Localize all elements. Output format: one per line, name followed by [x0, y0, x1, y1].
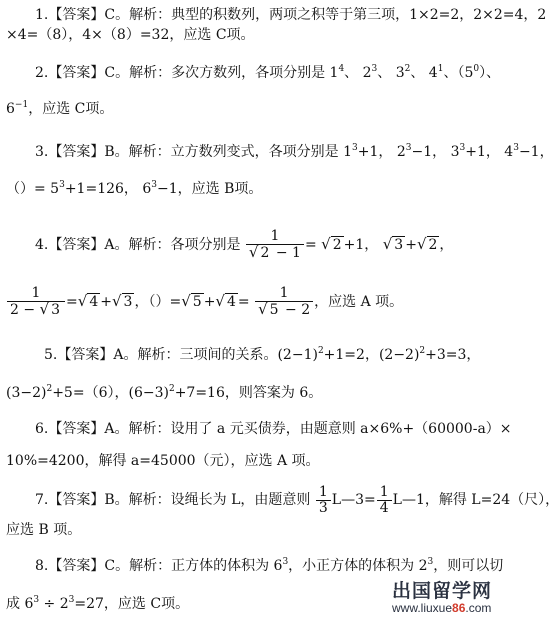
sqrt-icon: √ 3	[382, 235, 404, 253]
q1-line2: ×4=（8），4×（8）=32，应选 C项。	[6, 27, 255, 43]
q2-line1: 2.【答案】C。解析：多次方数列，各项分别是 $1^4$、 $2^3$、 $3^2$、 $4^1$、$(5^0)$、	[35, 64, 501, 81]
q8-line2: 成 $6^3 \div 2^3=27$，应选 C项。	[6, 595, 190, 612]
q7-line2: 应选 B 项。	[6, 522, 82, 538]
q4-fraction-2: $\frac{1}{2 - √ 3}$	[7, 286, 65, 318]
q1-line1: 1.【答案】C。解析：典型的积数列，两项之积等于第三项，1×2=2，2×2=4，2	[35, 7, 547, 23]
q5-line2: $(3-2)^2+5=(6)$，$(6-3)^2+7=16$，则答案为 6。	[6, 384, 323, 401]
q7-fraction-2: $\frac{1}{4}$	[377, 485, 392, 516]
sqrt-icon: √ 5	[181, 292, 202, 310]
q6-line1: 6.【答案】A。解析：设用了 a 元买债券，由题意则 a×6%+（60000-a）×	[35, 421, 512, 437]
sqrt-icon: √ 2	[416, 235, 438, 253]
sqrt-icon: √ 2	[248, 243, 270, 261]
sqrt-icon: √ 3	[39, 300, 61, 318]
sqrt-icon: √ 4	[77, 292, 99, 310]
sqrt-icon: √ 3	[111, 292, 133, 310]
q4-line1: 4.【答案】A。解析：各项分别是 $\frac{1}{√ 2 - 1}$ = √ 2 +1， √ 3 +√ 2 ，	[35, 228, 454, 261]
q7-fraction-1: $\frac{1}{3}$	[316, 485, 331, 516]
q3-line1: 3.【答案】B。解析：立方数列变式，各项分别是 $1^3+1$， $2^3-1$， $3^3+1$， $4^3-1$，	[35, 143, 554, 160]
sqrt-icon: √ 2	[321, 235, 342, 253]
q7-line1: 7.【答案】B。解析：设绳长为 L，由题意则 $\frac{1}{3}$ L—3= $\frac{1}{4}$ L—1，解得 L=24（尺），	[35, 483, 560, 516]
watermark-logo[interactable]: 出国留学网 www.liuxue86.com	[392, 581, 554, 617]
q4-fraction-1: $\frac{1}{√ 2 - 1}$	[246, 229, 304, 261]
q6-line2: 10%=4200，解得 a=45000（元），应选 A 项。	[6, 453, 320, 469]
q5-line1: 5.【答案】A。解析：三项间的关系。$(2-1)^2+1=2$，$(2-2)^2+3=3$，	[44, 346, 481, 363]
q2-line2: $6^{-1}$，应选 C项。	[6, 100, 114, 117]
q4-fraction-3: $\frac{1}{√ 5 - 2}$	[255, 286, 313, 318]
sqrt-icon: √ 4	[215, 292, 236, 310]
watermark-url: www.liuxue86.com	[392, 601, 492, 615]
sqrt-icon: √ 5	[258, 300, 279, 318]
q4-line2: $\frac{1}{2 - √ 3}$ =√ 4 +√ 3 ，（）=√ 5 +√ 4 = $\frac{1}{√ 5 - 2}$ ，应选 A 项。	[6, 285, 403, 318]
q8-line1: 8.【答案】C。解析：正方体的体积为 $6^3$，小正方体的体积为 $2^3$，则可以切	[35, 557, 504, 574]
q3-line2: （）= $5^3+1=126$， $6^3-1$，应选 B项。	[6, 180, 263, 197]
